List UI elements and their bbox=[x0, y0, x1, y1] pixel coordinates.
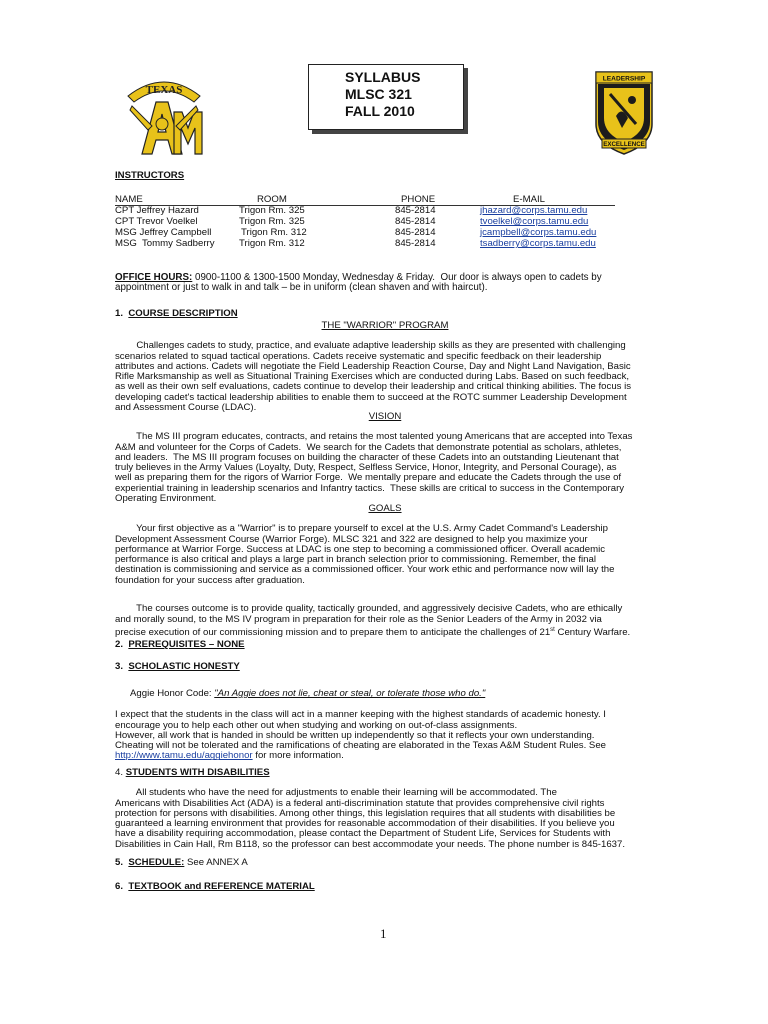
text-line: performance is also critical and plays a large part in branch selection prior to commissioning. Remember, the final bbox=[115, 554, 596, 566]
page-number: 1 bbox=[380, 926, 387, 941]
instructor-phone: 845-2814 bbox=[395, 227, 436, 238]
section-number: 6. bbox=[115, 881, 124, 892]
text-line: The MS III program educates, contracts, and retains the most talented young Americans that are accepted into Texas bbox=[115, 431, 633, 443]
section-title: STUDENTS WITH DISABILITIES bbox=[125, 767, 270, 778]
instructor-room: Trigon Rm. 312 bbox=[241, 227, 307, 238]
text-line: All students who have the need for adjustments to enable their learning will be accommodated. The bbox=[115, 787, 557, 799]
section-title: SCHOLASTIC HONESTY bbox=[128, 661, 240, 672]
section-5-heading bbox=[115, 857, 248, 868]
section-2-heading bbox=[115, 639, 245, 650]
text-line: and leaders. The MS III program focuses on building the character of these Cadets into an outstanding Lieutenant that bbox=[115, 451, 619, 463]
table-row bbox=[115, 216, 615, 227]
text-line: destination is commissioning and service as a commissioned officer. Your work ethic and performance now will lay the bbox=[115, 564, 615, 576]
instructor-email-link[interactable]: jcampbell@corps.tamu.edu bbox=[480, 227, 597, 238]
title-line-3: FALL 2010 bbox=[345, 103, 415, 119]
text-line: encourage you to help each other out when studying and working on out-of-class assignments. bbox=[115, 719, 518, 731]
section-1-heading bbox=[115, 308, 238, 319]
section-number: 4. bbox=[115, 767, 124, 778]
text-line: Americans with Disabilities Act (ADA) is a federal anti-discrimination statute that provides comprehensive civil rights bbox=[115, 797, 605, 809]
col-email: E-MAIL bbox=[513, 194, 545, 205]
office-hours-label: OFFICE HOURS: bbox=[115, 272, 193, 283]
table-row bbox=[115, 238, 615, 249]
text-line: Disabilities in Cain Hall, Rm B118, so the professor can best accommodate your needs. The phone number is 845-1637. bbox=[115, 838, 625, 850]
text-line: and Assessment Course (LDAC). bbox=[115, 402, 257, 414]
text-line: However, all work that is handed in should be written up independently so that it reflects your own understanding. bbox=[115, 729, 595, 741]
col-name: NAME bbox=[115, 194, 143, 205]
text-line: Cheating will not be tolerated and the ramifications of cheating are elaborated in the Texas A&M Student Rules. See bbox=[115, 740, 607, 752]
title-line-1: SYLLABUS bbox=[345, 69, 421, 85]
outcome-text bbox=[115, 594, 631, 639]
instructor-room: Trigon Rm. 325 bbox=[239, 216, 305, 227]
logo-text-leadership: LEADERSHIP bbox=[602, 75, 646, 83]
section-number: 5. bbox=[115, 857, 124, 868]
text-span: for more information. bbox=[252, 750, 344, 762]
section-4-heading bbox=[115, 767, 270, 778]
warrior-program-heading: THE "WARRIOR" PROGRAM bbox=[321, 320, 449, 331]
honor-code-quote: "An Aggie does not lie, cheat or steal, or tolerate those who do." bbox=[214, 688, 486, 699]
text-line: and morally sound, to the MS IV program in preparation for their role as the Senior Leaders of the Army in 2032 via bbox=[115, 613, 602, 625]
table-row bbox=[115, 205, 615, 216]
instructor-name: MSG Tommy Sadberry bbox=[115, 238, 215, 249]
goals-text bbox=[115, 514, 627, 586]
text-line: Development Assessment Course (Warrior Forge). MLSC 321 and 322 are designed to help you maximize your bbox=[115, 533, 588, 545]
text-span: precise execution of our commissioning mission and to prepare them to anticipate the challenges of 21 bbox=[115, 627, 551, 639]
texas-am-logo bbox=[122, 66, 206, 158]
syllabus-title-box bbox=[308, 64, 464, 130]
section-6-heading bbox=[115, 881, 315, 892]
title-line-2: MLSC 321 bbox=[345, 86, 412, 102]
text-line: well as preparing them for the rigors of Warrior Forge. We mentally prepare and educate the Cadets through the use of bbox=[115, 472, 622, 484]
logo-text-excellence: EXCELLENCE bbox=[603, 141, 645, 148]
office-hours bbox=[115, 273, 627, 294]
section-number: 1. bbox=[115, 308, 124, 319]
text-line: attributes and actions. Cadets will negotiate the Field Leadership Reaction Course, Day and Night Land Navigation, Basic bbox=[115, 360, 631, 372]
text-line: Operating Environment. bbox=[115, 493, 217, 505]
aggie-honor-link[interactable]: http://www.tamu.edu/aggiehonor bbox=[115, 750, 253, 762]
logo-text-texas: TEXAS bbox=[145, 84, 183, 96]
instructor-room: Trigon Rm. 312 bbox=[239, 238, 305, 249]
superscript: st bbox=[550, 626, 555, 633]
text-line: The courses outcome is to provide quality, tactically grounded, and aggressively decisive Cadets, who are ethically bbox=[115, 603, 623, 615]
text-line bbox=[115, 751, 627, 761]
text-span: Century Warfare. bbox=[554, 627, 631, 639]
office-hours-line1: 0900-1100 & 1300-1500 Monday, Wednesday & Friday. Our door is always open to cadets by bbox=[192, 272, 602, 283]
table-row bbox=[115, 227, 615, 238]
instructor-name: CPT Trevor Voelkel bbox=[115, 216, 198, 227]
section-text: See ANNEX A bbox=[184, 857, 248, 868]
text-line: performance at Warrior Forge. Success at LDAC is one step to becoming a commissioned officer. Overall academic bbox=[115, 543, 606, 555]
text-line bbox=[115, 625, 631, 639]
section-title: COURSE DESCRIPTION bbox=[128, 308, 238, 319]
honor-code-label: Aggie Honor Code: bbox=[130, 688, 215, 699]
text-line: developing cadet's tactical leadership abilities to enable them to succeed at the ROTC summer Leadership Development bbox=[115, 391, 627, 403]
col-room: ROOM bbox=[257, 194, 287, 205]
honor-code bbox=[130, 689, 642, 699]
instructor-name: CPT Jeffrey Hazard bbox=[115, 205, 199, 216]
section-title: TEXTBOOK and REFERENCE MATERIAL bbox=[128, 881, 315, 892]
section-number: 3. bbox=[115, 661, 124, 672]
text-line: Challenges cadets to study, practice, and evaluate adaptive leadership skills as they are presented with challenging bbox=[115, 340, 626, 352]
text-line: have a disability requiring accommodation, please contact the Department of Student Life, Services for Students with bbox=[115, 828, 611, 840]
rotc-shield-logo bbox=[592, 66, 656, 156]
goals-heading: GOALS bbox=[368, 503, 402, 514]
instructor-email-link[interactable]: jhazard@corps.tamu.edu bbox=[480, 205, 588, 216]
instructor-email-link[interactable]: tsadberry@corps.tamu.edu bbox=[480, 238, 596, 249]
instructor-phone: 845-2814 bbox=[395, 216, 436, 227]
text-line: experiential training in leadership scenarios and Infantry tactics. These skills are critical to success in the Contemporary bbox=[115, 482, 625, 494]
instructor-name: MSG Jeffrey Campbell bbox=[115, 227, 212, 238]
text-line: foundation for your success after graduation. bbox=[115, 574, 305, 586]
text-line: as well as their own self evaluations, cadets continue to develop their leadership and critical thinking abilities. The focus is bbox=[115, 381, 632, 393]
col-phone: PHONE bbox=[401, 194, 436, 205]
text-line: A&M and volunteer for the Corps of Cadets. We search for the Cadets that demonstrate potential as scholars, athletes, bbox=[115, 441, 622, 453]
text-line: Your first objective as a "Warrior" is to prepare yourself to excel at the U.S. Army Cadet Command's Leadership bbox=[115, 523, 608, 535]
text-line: truly believes in the Army Values (Loyalty, Duty, Respect, Selfless Service, Honor, Integrity, and Personal Courage), as bbox=[115, 462, 617, 474]
instructor-room: Trigon Rm. 325 bbox=[239, 205, 305, 216]
text-line: Rifle Marksmanship as well as Situational Training Exercises which are conducted during Labs. Based on such feedback, bbox=[115, 371, 630, 383]
instructors-heading: INSTRUCTORS bbox=[115, 170, 185, 181]
warrior-program-text bbox=[115, 331, 632, 414]
instructor-email-link[interactable]: tvoelkel@corps.tamu.edu bbox=[480, 216, 589, 227]
honesty-text bbox=[115, 700, 627, 762]
vision-text bbox=[115, 422, 633, 505]
vision-heading: VISION bbox=[368, 411, 402, 422]
text-line: guaranteed a learning environment that provides for reasonable accommodation of their disabilities. If you believe you bbox=[115, 818, 615, 830]
instructor-phone: 845-2814 bbox=[395, 238, 436, 249]
disabilities-text bbox=[115, 778, 627, 850]
office-hours-line2: appointment or just to walk in and talk – be in uniform (clean shaven and with haircut). bbox=[115, 282, 488, 294]
section-title: SCHEDULE: bbox=[128, 857, 185, 868]
section-number: 2. bbox=[115, 639, 124, 650]
text-line: scenarios related to squad tactical operations. Cadets receive systematic and specific feedback on their leadership bbox=[115, 350, 602, 362]
section-title: PREREQUISITES – NONE bbox=[128, 639, 245, 650]
instructor-phone: 845-2814 bbox=[395, 205, 436, 216]
section-3-heading bbox=[115, 661, 240, 672]
text-line: protection for persons with disabilities. Among other things, this legislation requires that all students with disabilities be bbox=[115, 807, 616, 819]
instructors-table bbox=[115, 194, 615, 254]
text-line: I expect that the students in the class will act in a manner keeping with the highest standards of academic honesty. I bbox=[115, 709, 606, 721]
